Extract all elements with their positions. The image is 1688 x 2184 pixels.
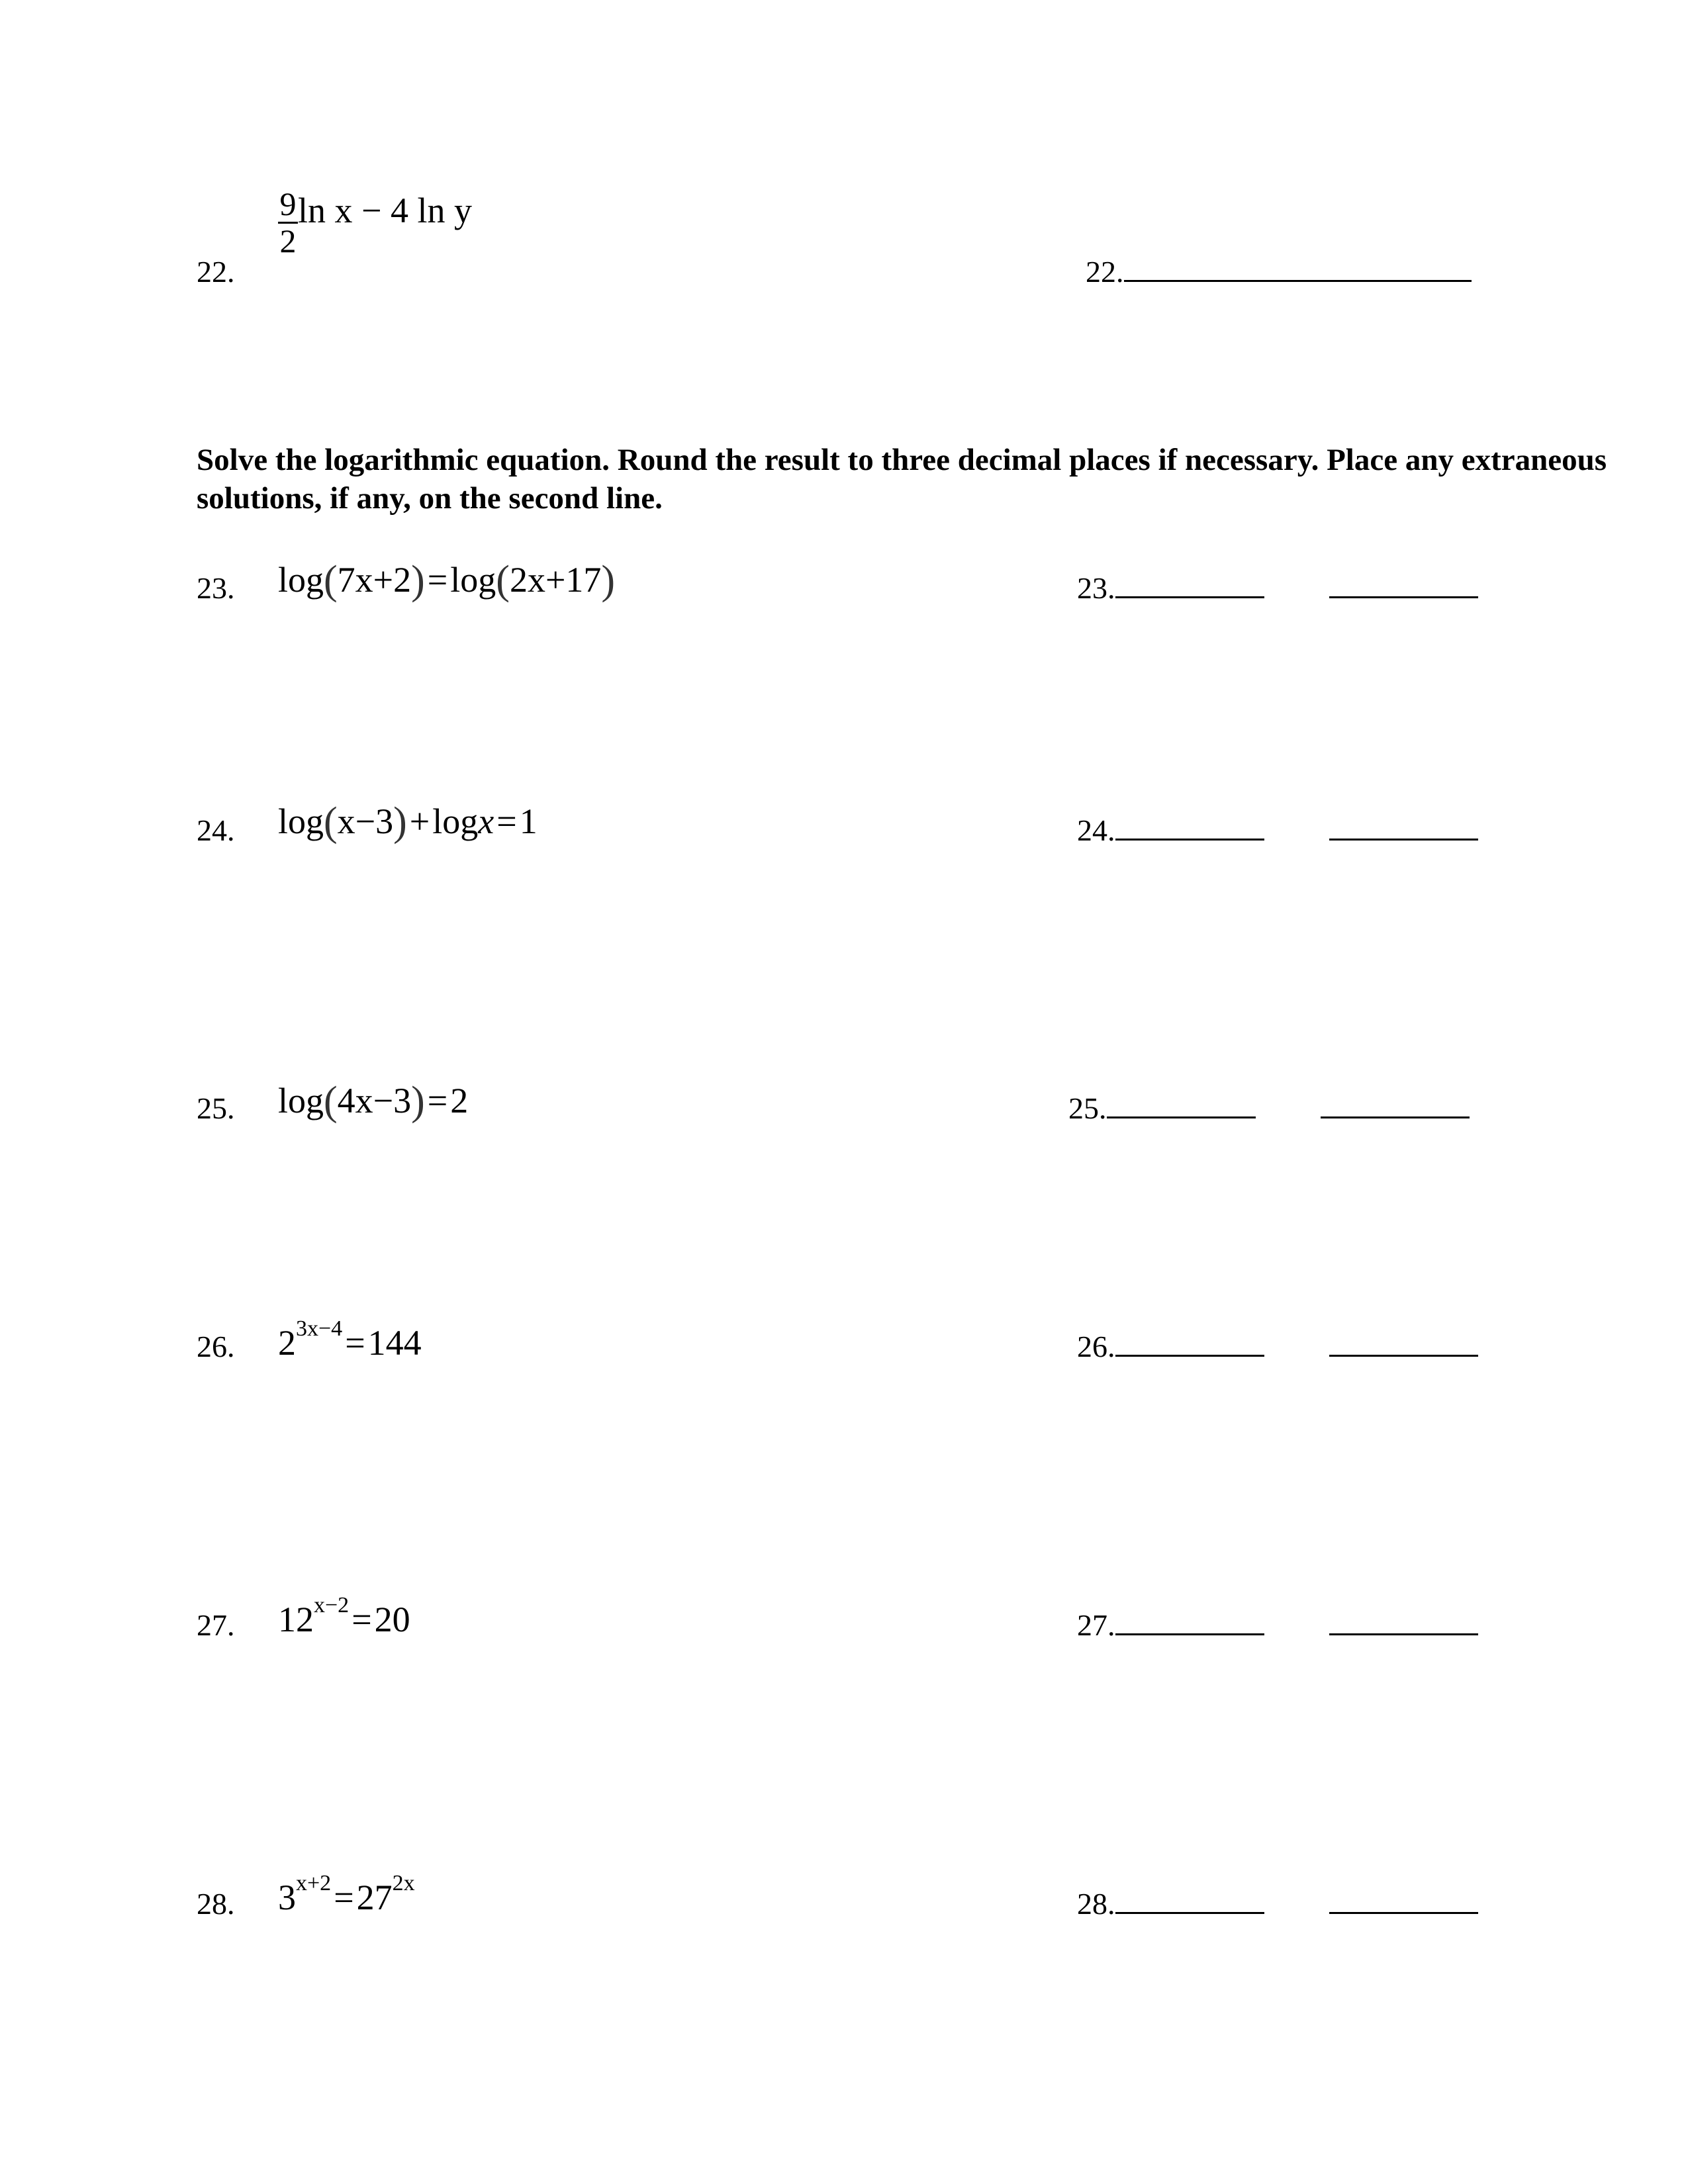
exponent: x−2 <box>314 1593 350 1617</box>
answer-24-blank-1[interactable] <box>1115 839 1264 841</box>
problem-22-expression <box>278 185 472 270</box>
answer-22-blank[interactable] <box>1124 280 1472 282</box>
answer-26-row <box>1077 1332 1478 1362</box>
answer-25-row <box>1068 1093 1470 1124</box>
close-paren: ) <box>411 558 425 603</box>
equals-sign: = <box>334 1878 354 1917</box>
close-paren: ) <box>393 799 407 844</box>
answer-27-label: 27. <box>1077 1608 1115 1642</box>
problem-22-expression-tail: ln x − 4 ln y <box>298 191 472 231</box>
problem-24-number: 24. <box>197 813 235 847</box>
right-hand-side: 20 <box>374 1600 410 1639</box>
log-function: log <box>450 560 496 600</box>
log-argument: 4x−3 <box>337 1081 412 1120</box>
problem-25-number: 25. <box>197 1091 235 1125</box>
answer-22-row <box>1086 257 1472 287</box>
exponent-base: 12 <box>278 1600 314 1639</box>
answer-28-label: 28. <box>1077 1887 1115 1921</box>
problem-26-number: 26. <box>197 1330 235 1363</box>
answer-25-label: 25. <box>1068 1091 1107 1125</box>
problem-23-number: 23. <box>197 571 235 605</box>
problem-23-equation <box>278 558 616 603</box>
right-argument: 2x+17 <box>509 560 602 600</box>
exponent: x+2 <box>296 1871 332 1895</box>
right-hand-side: 2 <box>450 1081 469 1120</box>
answer-26-blank-1[interactable] <box>1115 1355 1264 1357</box>
exponent-base: 3 <box>278 1878 296 1917</box>
problem-22-number: 22. <box>197 255 235 289</box>
right-hand-side: 1 <box>519 801 538 841</box>
close-paren: ) <box>411 1079 425 1124</box>
answer-25-blank-2[interactable] <box>1321 1116 1470 1118</box>
left-argument: 7x+2 <box>337 560 412 600</box>
exponent: 3x−4 <box>296 1316 343 1341</box>
close-paren: ) <box>601 558 616 603</box>
answer-23-blank-1[interactable] <box>1115 596 1264 598</box>
open-paren: ( <box>324 799 338 844</box>
open-paren: ( <box>496 558 510 603</box>
answer-22-label: 22. <box>1086 255 1124 289</box>
problem-28-number: 28. <box>197 1887 235 1921</box>
equals-sign: = <box>427 560 448 600</box>
variable-x: x <box>478 801 494 841</box>
answer-28-blank-1[interactable] <box>1115 1912 1264 1914</box>
answer-26-label: 26. <box>1077 1330 1115 1363</box>
log-argument: x−3 <box>337 801 394 841</box>
problem-26-equation <box>278 1316 422 1363</box>
open-paren: ( <box>324 558 338 603</box>
log-function: log <box>278 1081 324 1120</box>
problem-24-equation <box>278 799 538 844</box>
answer-24-blank-2[interactable] <box>1329 839 1478 841</box>
problem-27-number: 27. <box>197 1608 235 1642</box>
plus-sign: + <box>409 801 430 841</box>
rhs-exponent: 2x <box>392 1871 415 1895</box>
fraction-denominator: 2 <box>279 222 297 259</box>
answer-23-row <box>1077 573 1478 604</box>
answer-25-blank-1[interactable] <box>1107 1116 1256 1118</box>
rhs-exponent-base: 27 <box>356 1878 393 1917</box>
equals-sign: = <box>496 801 517 841</box>
answer-27-row <box>1077 1610 1478 1641</box>
log-function: log <box>278 560 324 600</box>
right-hand-side: 144 <box>367 1323 422 1363</box>
problem-25-equation <box>278 1079 469 1124</box>
problem-28-equation <box>278 1871 415 1917</box>
open-paren: ( <box>324 1079 338 1124</box>
answer-27-blank-2[interactable] <box>1329 1633 1478 1635</box>
answer-27-blank-1[interactable] <box>1115 1633 1264 1635</box>
log-function: log <box>432 801 479 841</box>
answer-26-blank-2[interactable] <box>1329 1355 1478 1357</box>
answer-24-row <box>1077 815 1478 846</box>
equals-sign: = <box>427 1081 448 1120</box>
log-function: log <box>278 801 324 841</box>
answer-24-label: 24. <box>1077 813 1115 847</box>
answer-23-label: 23. <box>1077 571 1115 605</box>
problem-27-equation <box>278 1593 410 1639</box>
fraction-nine-halves <box>278 187 298 258</box>
answer-28-row <box>1077 1889 1478 1919</box>
answer-23-blank-2[interactable] <box>1329 596 1478 598</box>
equals-sign: = <box>352 1600 372 1639</box>
fraction-numerator: 9 <box>279 185 297 222</box>
answer-28-blank-2[interactable] <box>1329 1912 1478 1914</box>
exponent-base: 2 <box>278 1323 296 1363</box>
equals-sign: = <box>345 1323 365 1363</box>
section-instructions: Solve the logarithmic equation. Round the result to three decimal places if necessary. Place any extraneous solutions, if any, on the second line. <box>197 443 1607 516</box>
